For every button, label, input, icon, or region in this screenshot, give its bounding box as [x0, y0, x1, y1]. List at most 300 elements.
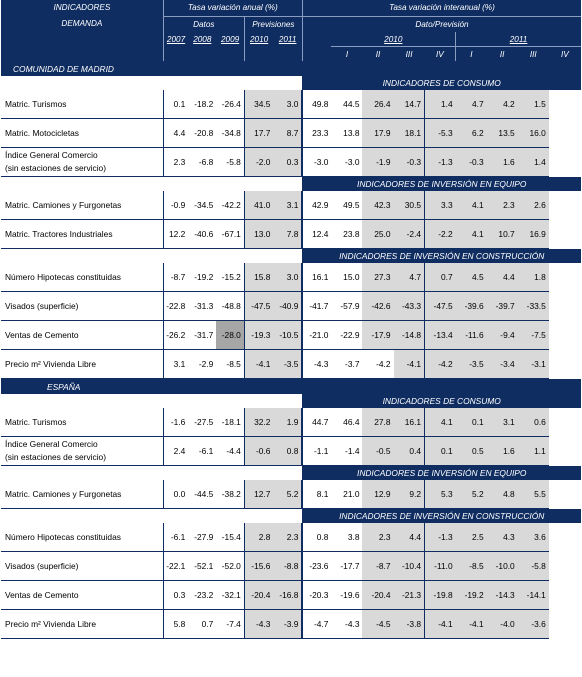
value-cell: 1.6 — [487, 437, 518, 466]
value-cell: 5.3 — [425, 480, 456, 509]
value-cell: 23.8 — [331, 220, 362, 249]
value-cell: -21.0 — [302, 321, 331, 350]
section-row — [1, 466, 581, 481]
section-title: INDICADORES DE CONSUMO — [302, 76, 581, 90]
value-cell: 3.6 — [518, 523, 549, 552]
table-row — [1, 437, 581, 466]
value-cell: -27.5 — [188, 408, 216, 437]
indicator-label-text: Visados (superficie) — [5, 561, 79, 571]
value-cell: -20.8 — [188, 119, 216, 148]
quarter-year-2011: 2011 — [456, 32, 581, 47]
indicator-label-text: Matric. Motocicletas — [5, 128, 79, 138]
value-cell: 2.6 — [518, 191, 549, 220]
value-cell: -41.7 — [302, 292, 331, 321]
quarter-label: IV — [425, 47, 456, 62]
value-cell: -33.5 — [518, 292, 549, 321]
value-cell: 0.5 — [456, 437, 487, 466]
value-cell: 6.2 — [456, 119, 487, 148]
value-cell: 12.9 — [362, 480, 393, 509]
section-row — [1, 509, 581, 524]
indicator-label-text: Índice General Comercio — [5, 150, 98, 160]
value-cell: 5.2 — [273, 480, 302, 509]
value-cell: -40.6 — [188, 220, 216, 249]
value-cell: -7.5 — [518, 321, 549, 350]
section-row — [1, 249, 581, 264]
value-cell: -47.5 — [244, 292, 273, 321]
value-cell: 2.3 — [273, 523, 302, 552]
value-cell: -20.3 — [302, 581, 331, 610]
indicator-label — [1, 523, 163, 552]
value-cell: 0.8 — [302, 523, 331, 552]
value-cell: -2.2 — [425, 220, 456, 249]
value-cell: 42.9 — [302, 191, 331, 220]
value-cell: -8.7 — [362, 552, 393, 581]
table-row — [1, 321, 581, 350]
value-cell: 3.1 — [487, 408, 518, 437]
table-header — [1, 0, 581, 61]
value-cell: -3.5 — [273, 350, 302, 379]
value-cell: -4.1 — [425, 610, 456, 639]
value-cell: 3.1 — [163, 350, 188, 379]
value-cell: -39.6 — [456, 292, 487, 321]
value-cell: 3.8 — [331, 523, 362, 552]
value-cell: 2.8 — [244, 523, 273, 552]
year-2010: 2010 — [244, 32, 273, 47]
value-cell: 32.2 — [244, 408, 273, 437]
value-cell: -2.4 — [394, 220, 425, 249]
value-cell: -7.4 — [216, 610, 244, 639]
value-cell: -2.0 — [244, 148, 273, 177]
value-cell: 1.1 — [518, 437, 549, 466]
value-cell: 4.4 — [163, 119, 188, 148]
indicator-label — [1, 220, 163, 249]
indicator-label-text: Visados (superficie) — [5, 301, 79, 311]
value-cell: -52.0 — [216, 552, 244, 581]
value-cell: 49.8 — [302, 90, 331, 119]
value-cell: 0.6 — [518, 408, 549, 437]
table-row — [1, 581, 581, 610]
table-row — [1, 263, 581, 292]
value-cell: 13.8 — [331, 119, 362, 148]
value-cell: -18.1 — [216, 408, 244, 437]
indicator-label — [1, 148, 163, 177]
indicator-label — [1, 610, 163, 639]
quarter-label: IV — [549, 47, 581, 62]
value-cell: -18.2 — [188, 90, 216, 119]
region-row — [1, 379, 581, 395]
value-cell: -3.0 — [302, 148, 331, 177]
value-cell: -19.2 — [188, 263, 216, 292]
value-cell: -22.9 — [331, 321, 362, 350]
section-title: INDICADORES DE INVERSIÓN EN CONSTRUCCIÓN — [302, 249, 581, 264]
value-cell: 3.0 — [273, 90, 302, 119]
value-cell: 0.7 — [425, 263, 456, 292]
value-cell: -48.8 — [216, 292, 244, 321]
value-cell: -47.5 — [425, 292, 456, 321]
section-row — [1, 76, 581, 90]
value-cell: -4.1 — [244, 350, 273, 379]
value-cell: -8.5 — [456, 552, 487, 581]
value-cell: 5.5 — [518, 480, 549, 509]
value-cell: 17.7 — [244, 119, 273, 148]
value-cell: 41.0 — [244, 191, 273, 220]
value-cell: -22.8 — [163, 292, 188, 321]
value-cell: -26.4 — [216, 90, 244, 119]
value-cell: -10.4 — [394, 552, 425, 581]
year-2009: 2009 — [216, 32, 244, 47]
value-cell: 8.1 — [302, 480, 331, 509]
value-cell: 3.1 — [273, 191, 302, 220]
value-cell: -3.5 — [456, 350, 487, 379]
value-cell: -5.3 — [425, 119, 456, 148]
table-row — [1, 292, 581, 321]
value-cell: 18.1 — [394, 119, 425, 148]
value-cell: 5.8 — [163, 610, 188, 639]
value-cell: 12.4 — [302, 220, 331, 249]
value-cell: 13.5 — [487, 119, 518, 148]
quarter-label: I — [331, 47, 362, 62]
indicadores-header-line2: DEMANDA — [61, 19, 103, 28]
value-cell: -19.6 — [331, 581, 362, 610]
value-cell: -19.3 — [244, 321, 273, 350]
value-cell: -67.1 — [216, 220, 244, 249]
value-cell: -13.4 — [425, 321, 456, 350]
value-cell: 16.1 — [302, 263, 331, 292]
value-cell: 1.4 — [425, 90, 456, 119]
value-cell: -1.3 — [425, 523, 456, 552]
value-cell: -4.0 — [487, 610, 518, 639]
value-cell: 4.1 — [456, 191, 487, 220]
value-cell: -27.9 — [188, 523, 216, 552]
value-cell: -6.1 — [163, 523, 188, 552]
value-cell: 2.4 — [163, 437, 188, 466]
value-cell: 0.1 — [425, 437, 456, 466]
value-cell: -22.1 — [163, 552, 188, 581]
value-cell: -34.8 — [216, 119, 244, 148]
value-cell: -9.4 — [487, 321, 518, 350]
value-cell: -1.3 — [425, 148, 456, 177]
indicator-label — [1, 552, 163, 581]
value-cell: -21.3 — [394, 581, 425, 610]
value-cell: -20.4 — [244, 581, 273, 610]
table-row — [1, 191, 581, 220]
value-cell: 27.8 — [362, 408, 393, 437]
value-cell: 4.7 — [456, 90, 487, 119]
value-cell: -31.3 — [188, 292, 216, 321]
indicator-label-text: Matric. Tractores Industriales — [5, 229, 113, 239]
table-row — [1, 480, 581, 509]
value-cell: -4.3 — [244, 610, 273, 639]
indicator-label-text: Precio m² Vivienda Libre — [5, 359, 97, 369]
indicator-label-text: Matric. Turismos — [5, 417, 67, 427]
year-2008: 2008 — [188, 32, 216, 47]
value-cell: -17.7 — [331, 552, 362, 581]
value-cell: -4.1 — [394, 350, 425, 379]
value-cell: 15.8 — [244, 263, 273, 292]
datos-label: Datos — [163, 16, 244, 32]
value-cell: -0.6 — [244, 437, 273, 466]
indicator-label-note: (sin estaciones de servicio) — [5, 163, 107, 173]
indicator-label — [1, 292, 163, 321]
value-cell: -44.5 — [188, 480, 216, 509]
value-cell: 4.7 — [394, 263, 425, 292]
value-cell: -10.5 — [273, 321, 302, 350]
value-cell: 16.9 — [518, 220, 549, 249]
value-cell: 8.7 — [273, 119, 302, 148]
indicator-label-text: Matric. Turismos — [5, 99, 67, 109]
indicator-label — [1, 119, 163, 148]
value-cell: 0.3 — [273, 148, 302, 177]
value-cell: -17.9 — [362, 321, 393, 350]
value-cell: 14.7 — [394, 90, 425, 119]
table-row — [1, 90, 581, 119]
value-cell: -42.2 — [216, 191, 244, 220]
value-cell: 4.1 — [425, 408, 456, 437]
value-cell: -15.2 — [216, 263, 244, 292]
region-row — [1, 61, 581, 76]
value-cell: -3.8 — [394, 610, 425, 639]
value-cell: 16.1 — [394, 408, 425, 437]
value-cell: -57.9 — [331, 292, 362, 321]
value-cell: -4.3 — [302, 350, 331, 379]
indicator-label — [1, 321, 163, 350]
value-cell: 0.7 — [188, 610, 216, 639]
value-cell: -5.8 — [518, 552, 549, 581]
value-cell: -8.8 — [273, 552, 302, 581]
indicator-label-note: (sin estaciones de servicio) — [5, 452, 107, 462]
indicadores-header-line1: INDICADORES — [53, 3, 111, 12]
value-cell: 4.4 — [487, 263, 518, 292]
value-cell: 15.0 — [331, 263, 362, 292]
section-title: INDICADORES DE CONSUMO — [302, 394, 581, 408]
value-cell: -1.1 — [302, 437, 331, 466]
value-cell: 27.3 — [362, 263, 393, 292]
indicator-label-text: Precio m² Vivienda Libre — [5, 619, 97, 629]
anual-title: Tasa variación anual (%) — [163, 0, 302, 16]
value-cell: -6.1 — [188, 437, 216, 466]
value-cell: -3.7 — [331, 350, 362, 379]
value-cell: 4.4 — [394, 523, 425, 552]
value-cell: 4.2 — [487, 90, 518, 119]
value-cell: 0.0 — [163, 480, 188, 509]
value-cell: 1.4 — [518, 148, 549, 177]
region-name: ESPAÑA — [1, 379, 581, 395]
table-row — [1, 148, 581, 177]
value-cell: -3.4 — [487, 350, 518, 379]
quarter-label: II — [487, 47, 518, 62]
value-cell: 2.3 — [487, 191, 518, 220]
value-cell: -3.1 — [518, 350, 549, 379]
value-cell: -6.8 — [188, 148, 216, 177]
value-cell: -19.2 — [456, 581, 487, 610]
section-title: INDICADORES DE INVERSIÓN EN CONSTRUCCIÓN — [302, 509, 581, 524]
previsiones-label: Previsiones — [244, 16, 302, 32]
value-cell: 4.3 — [487, 523, 518, 552]
value-cell: 0.4 — [394, 437, 425, 466]
value-cell: 1.8 — [518, 263, 549, 292]
table-row — [1, 119, 581, 148]
value-cell: -19.8 — [425, 581, 456, 610]
indicator-label — [1, 480, 163, 509]
value-cell: -16.8 — [273, 581, 302, 610]
value-cell: -4.5 — [362, 610, 393, 639]
value-cell: -40.9 — [273, 292, 302, 321]
year-2007: 2007 — [163, 32, 188, 47]
value-cell: -20.4 — [362, 581, 393, 610]
value-cell: 4.5 — [456, 263, 487, 292]
value-cell: -23.6 — [302, 552, 331, 581]
value-cell: 44.7 — [302, 408, 331, 437]
value-cell: 7.8 — [273, 220, 302, 249]
indicator-label — [1, 437, 163, 466]
value-cell: -42.6 — [362, 292, 393, 321]
indicator-label — [1, 191, 163, 220]
value-cell: -2.9 — [188, 350, 216, 379]
value-cell: 1.5 — [518, 90, 549, 119]
value-cell: 42.3 — [362, 191, 393, 220]
quarter-year-2010: 2010 — [331, 32, 455, 47]
value-cell: 0.1 — [456, 408, 487, 437]
value-cell: -8.7 — [163, 263, 188, 292]
section-title: INDICADORES DE INVERSIÓN EN EQUIPO — [302, 177, 581, 192]
year-2011: 2011 — [273, 32, 302, 47]
table-body — [1, 61, 581, 639]
value-cell: 46.4 — [331, 408, 362, 437]
indicator-label-text: Número Hipotecas constituidas — [5, 272, 121, 282]
value-cell: -3.0 — [331, 148, 362, 177]
value-cell: 30.5 — [394, 191, 425, 220]
value-cell: -4.2 — [425, 350, 456, 379]
table-row — [1, 408, 581, 437]
indicator-label-text: Índice General Comercio — [5, 439, 98, 449]
value-cell: 0.8 — [273, 437, 302, 466]
value-cell: 49.5 — [331, 191, 362, 220]
table-row — [1, 610, 581, 639]
value-cell: 13.0 — [244, 220, 273, 249]
indicadores-header — [1, 0, 163, 32]
value-cell: -10.0 — [487, 552, 518, 581]
value-cell: -28.0 — [216, 321, 244, 350]
value-cell: -39.7 — [487, 292, 518, 321]
value-cell: 9.2 — [394, 480, 425, 509]
value-cell: 21.0 — [331, 480, 362, 509]
indicator-label — [1, 581, 163, 610]
value-cell: 0.1 — [163, 90, 188, 119]
indicator-label — [1, 263, 163, 292]
value-cell: 0.3 — [163, 581, 188, 610]
value-cell: 2.3 — [163, 148, 188, 177]
indicator-label — [1, 408, 163, 437]
value-cell: -11.6 — [456, 321, 487, 350]
value-cell: 10.7 — [487, 220, 518, 249]
dato-prevision-label: Dato/Previsión — [302, 16, 581, 32]
value-cell: -38.2 — [216, 480, 244, 509]
value-cell: -32.1 — [216, 581, 244, 610]
value-cell: 26.4 — [362, 90, 393, 119]
value-cell: -11.0 — [425, 552, 456, 581]
indicator-label — [1, 90, 163, 119]
indicator-label-text: Matric. Camiones y Furgonetas — [5, 200, 122, 210]
value-cell: -14.3 — [487, 581, 518, 610]
indicators-table — [1, 0, 581, 639]
table-row — [1, 350, 581, 379]
quarter-label: I — [456, 47, 487, 62]
value-cell: -0.3 — [456, 148, 487, 177]
value-cell: -0.9 — [163, 191, 188, 220]
quarter-label: III — [518, 47, 549, 62]
value-cell: 16.0 — [518, 119, 549, 148]
value-cell: -26.2 — [163, 321, 188, 350]
value-cell: -14.8 — [394, 321, 425, 350]
value-cell: 23.3 — [302, 119, 331, 148]
value-cell: -5.8 — [216, 148, 244, 177]
value-cell: 2.3 — [362, 523, 393, 552]
value-cell: -4.1 — [456, 610, 487, 639]
value-cell: 1.6 — [487, 148, 518, 177]
value-cell: 44.5 — [331, 90, 362, 119]
table-row — [1, 220, 581, 249]
section-row — [1, 177, 581, 192]
value-cell: -4.7 — [302, 610, 331, 639]
value-cell: -23.2 — [188, 581, 216, 610]
quarter-label: III — [394, 47, 425, 62]
value-cell: -8.5 — [216, 350, 244, 379]
value-cell: -52.1 — [188, 552, 216, 581]
value-cell: -4.2 — [362, 350, 393, 379]
value-cell: -3.6 — [518, 610, 549, 639]
value-cell: -43.3 — [394, 292, 425, 321]
value-cell: 3.3 — [425, 191, 456, 220]
table-row — [1, 552, 581, 581]
value-cell: 12.2 — [163, 220, 188, 249]
value-cell: -15.4 — [216, 523, 244, 552]
value-cell: 12.7 — [244, 480, 273, 509]
interanual-title: Tasa variación interanual (%) — [302, 0, 581, 16]
region-name: COMUNIDAD DE MADRID — [1, 61, 581, 76]
value-cell: -31.7 — [188, 321, 216, 350]
value-cell: -15.6 — [244, 552, 273, 581]
indicator-label-text: Ventas de Cemento — [5, 590, 79, 600]
value-cell: 1.9 — [273, 408, 302, 437]
value-cell: -0.3 — [394, 148, 425, 177]
section-title: INDICADORES DE INVERSIÓN EN EQUIPO — [302, 466, 581, 481]
quarter-label: II — [362, 47, 393, 62]
value-cell: 2.5 — [456, 523, 487, 552]
indicator-label-text: Ventas de Cemento — [5, 330, 79, 340]
value-cell: 25.0 — [362, 220, 393, 249]
value-cell: -14.1 — [518, 581, 549, 610]
value-cell: -1.4 — [331, 437, 362, 466]
section-row — [1, 394, 581, 408]
value-cell: 3.0 — [273, 263, 302, 292]
value-cell: -0.5 — [362, 437, 393, 466]
value-cell: -34.5 — [188, 191, 216, 220]
value-cell: -4.4 — [216, 437, 244, 466]
indicator-label-text: Número Hipotecas constituidas — [5, 532, 121, 542]
value-cell: 17.9 — [362, 119, 393, 148]
indicator-label-text: Matric. Camiones y Furgonetas — [5, 489, 122, 499]
value-cell: -1.6 — [163, 408, 188, 437]
value-cell: 5.2 — [456, 480, 487, 509]
value-cell: -4.3 — [331, 610, 362, 639]
value-cell: -1.9 — [362, 148, 393, 177]
value-cell: 4.8 — [487, 480, 518, 509]
indicator-label — [1, 350, 163, 379]
table-row — [1, 523, 581, 552]
value-cell: 34.5 — [244, 90, 273, 119]
value-cell: 4.1 — [456, 220, 487, 249]
value-cell: -3.9 — [273, 610, 302, 639]
